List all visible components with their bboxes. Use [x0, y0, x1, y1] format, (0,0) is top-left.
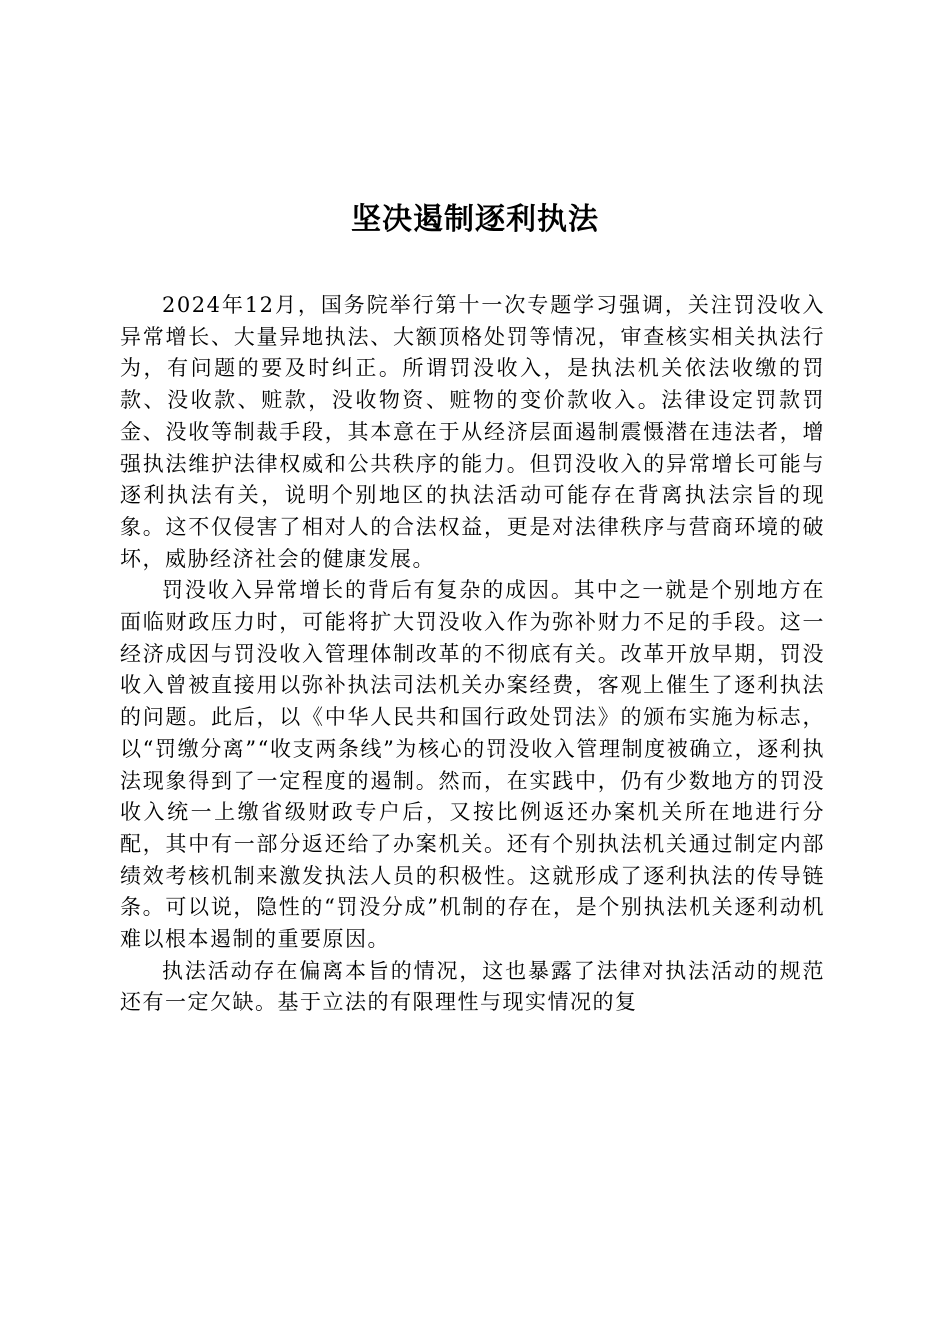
- document-title: 坚决遏制逐利执法: [351, 202, 599, 237]
- paragraph-1: 2024年12月，国务院举行第十一次专题学习强调，关注罚没收入异常增长、大量异地执法、大额顶格处罚等情况，审查核实相关执法行为，有问题的要及时纠正。所谓罚没收入，是执法机关依法收缴的罚款、没收款、赃款，没收物资、赃物的变价款收入。法律设定罚款罚金、没收等制裁手段，其本意在于从经济层面遏制震慑潜在违法者，增强执法维护法律权威和公共秩序的能力。但罚没收入的异常增长可能与逐利执法有关，说明个别地区的执法活动可能存在背离执法宗旨的现象。这不仅侵害了相对人的合法权益，更是对法律秩序与营商环境的破坏，威胁经济社会的健康发展。: [120, 293, 825, 571]
- document-body: [120, 290, 825, 1019]
- paragraph-3: 执法活动存在偏离本旨的情况，这也暴露了法律对执法活动的规范还有一定欠缺。基于立法的有限理性与现实情况的复: [120, 958, 825, 1015]
- paragraph-2: 罚没收入异常增长的背后有复杂的成因。其中之一就是个别地方在面临财政压力时，可能将扩大罚没收入作为弥补财力不足的手段。这一经济成因与罚没收入管理体制改革的不彻底有关。改革开放早期，罚没收入曾被直接用以弥补执法司法机关办案经费，客观上催生了逐利执法的问题。此后，以《中华人民共和国行政处罚法》的颁布实施为标志，以“罚缴分离”“收支两条线”为核心的罚没收入管理制度被确立，逐利执法现象得到了一定程度的遏制。然而，在实践中，仍有少数地方的罚没收入统一上缴省级财政专户后，又按比例返还办案机关所在地进行分配，其中有一部分返还给了办案机关。还有个别执法机关通过制定内部绩效考核机制来激发执法人员的积极性。这就形成了逐利执法的传导链条。可以说，隐性的“罚没分成”机制的存在，是个别执法机关逐利动机难以根本遏制的重要原因。: [120, 578, 825, 952]
